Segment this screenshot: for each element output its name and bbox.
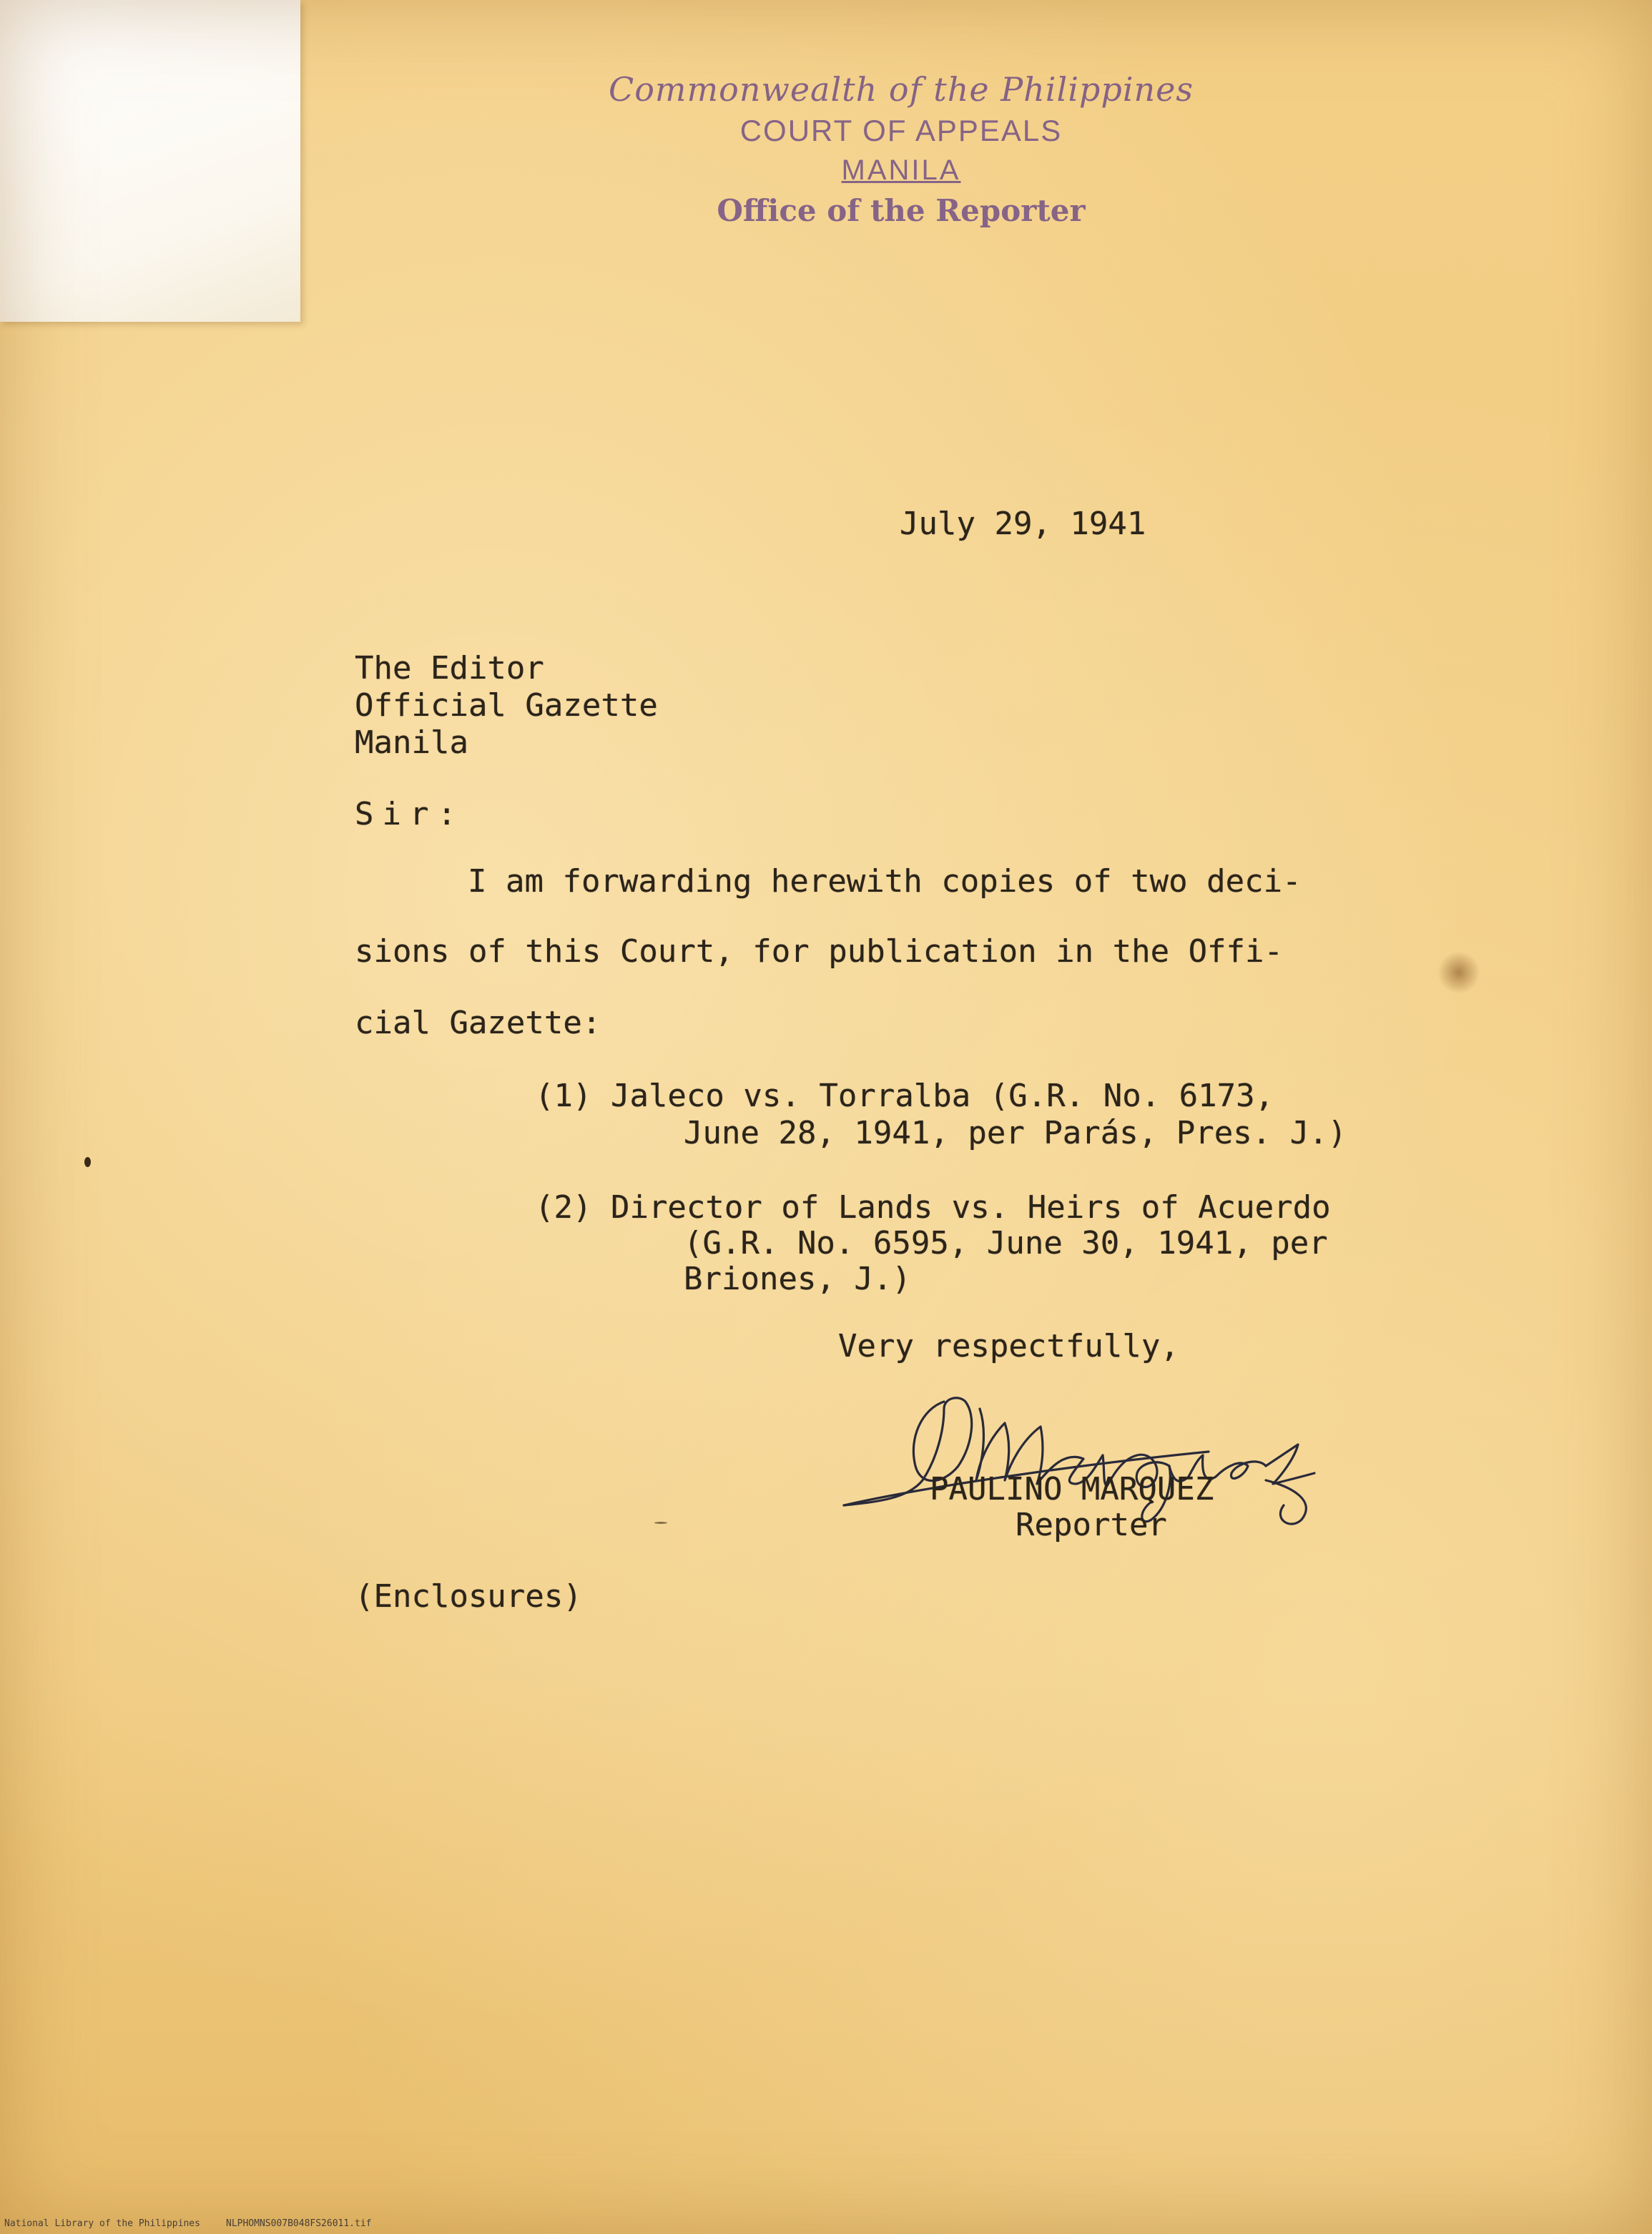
footer-source: National Library of the Philippines [4, 2218, 200, 2229]
recipient-line-2: Official Gazette [355, 687, 658, 724]
decision-item-1-line-1: (1) Jaleco vs. Torralba (G.R. No. 6173, [535, 1078, 1274, 1114]
paper-fold-corner [0, 0, 300, 322]
paper-speck [84, 1157, 91, 1167]
footer-file: NLPHOMNS007B048FS26011.tif [226, 2218, 372, 2229]
decision-item-1-line-2: June 28, 1941, per Parás, Pres. J.) [684, 1115, 1347, 1151]
body-line-2: sions of this Court, for publication in the Offi- [355, 933, 1284, 970]
stamp-city: MANILA [841, 154, 961, 186]
decision-item-2-line-1: (2) Director of Lands vs. Heirs of Acuerdo [535, 1189, 1331, 1226]
paper-speck [654, 1522, 667, 1524]
body-line-3: cial Gazette: [355, 1005, 601, 1041]
letter-date: July 29, 1941 [900, 506, 1146, 542]
signer-title: Reporter [1016, 1507, 1167, 1543]
closing: Very respectfully, [838, 1328, 1179, 1364]
paper-stain [1437, 951, 1480, 994]
decision-item-2-line-2: (G.R. No. 6595, June 30, 1941, per [684, 1225, 1328, 1261]
recipient-line-1: The Editor [355, 650, 544, 687]
stamp-commonwealth: Commonwealth of the Philippines [609, 70, 1194, 109]
signer-name: PAULINO MARQUEZ [930, 1471, 1214, 1507]
salutation: Sir: [355, 796, 465, 832]
stamp-office: Office of the Reporter [717, 193, 1086, 228]
recipient-line-3: Manila [355, 724, 468, 761]
enclosures-note: (Enclosures) [355, 1578, 582, 1615]
body-line-1: I am forwarding herewith copies of two deci- [468, 863, 1302, 900]
decision-item-2-line-3: Briones, J.) [684, 1261, 911, 1297]
letterhead-stamp [544, 68, 1259, 232]
stamp-court-name: COURT OF APPEALS [739, 114, 1063, 147]
